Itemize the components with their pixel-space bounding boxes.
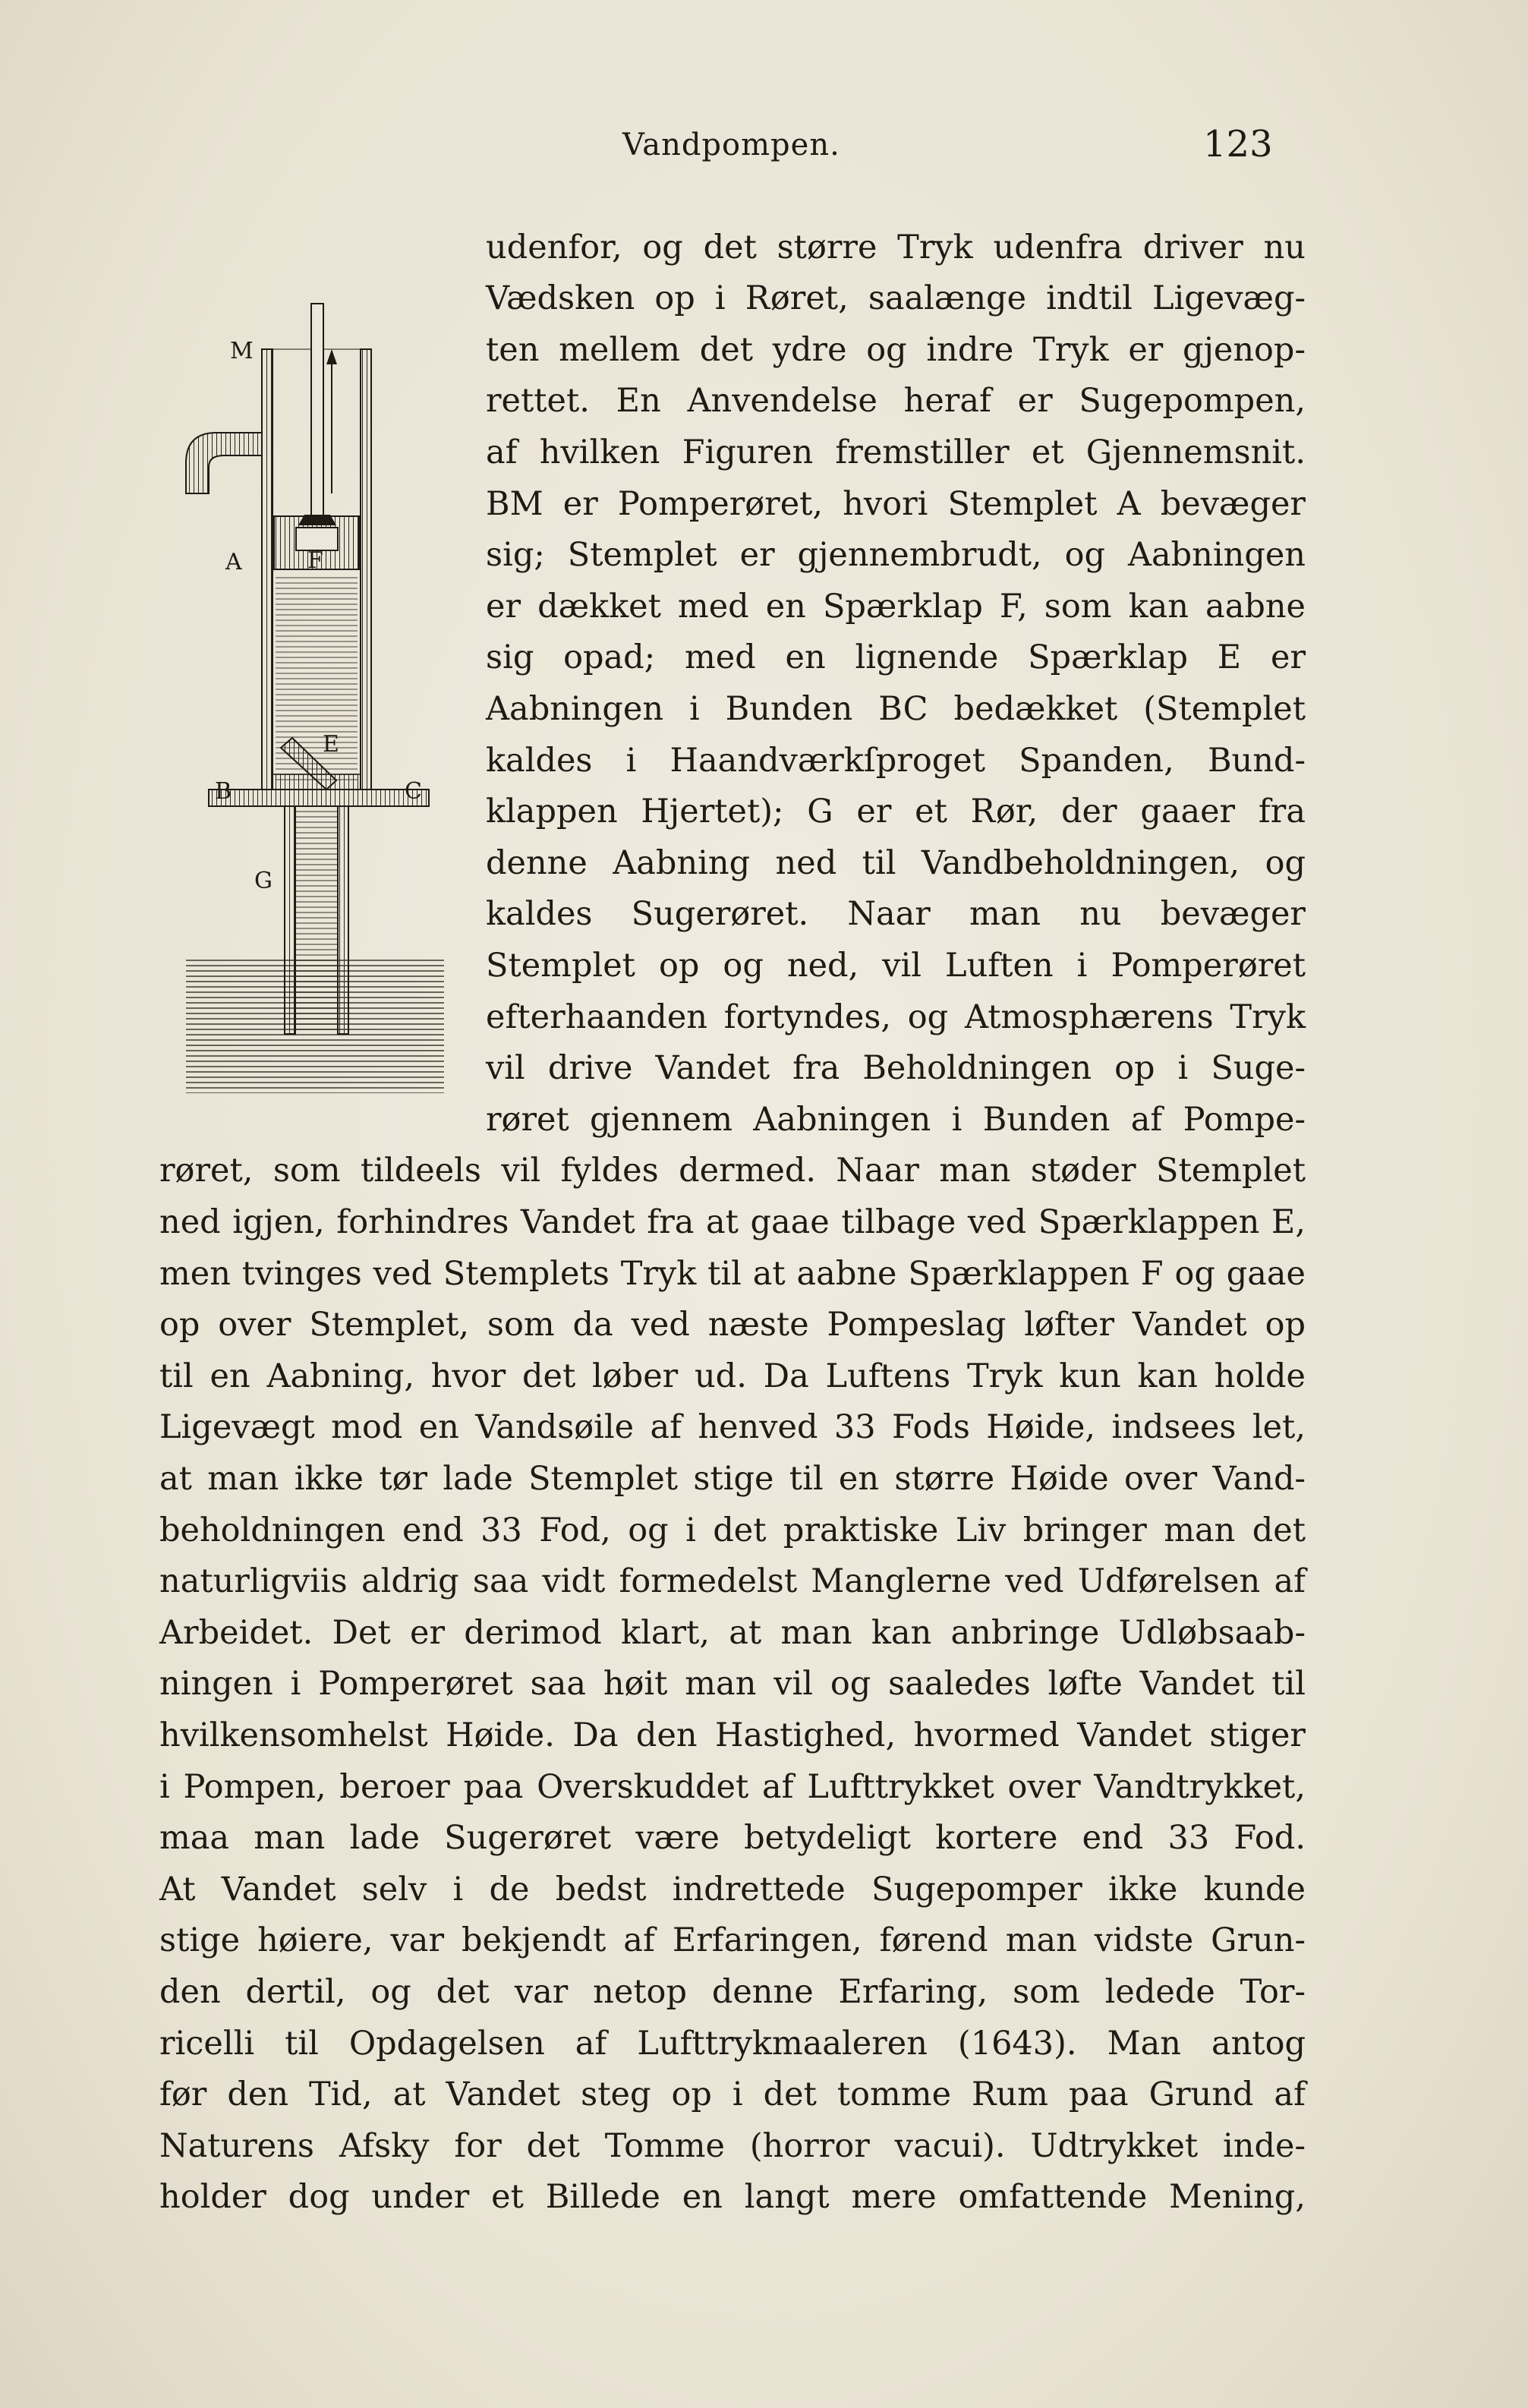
suction-pump-figure (171, 288, 459, 1101)
label-b: B (215, 778, 232, 805)
running-title: Vandpompen. (622, 128, 840, 162)
valve-f (298, 515, 336, 525)
text-line: Arbeidet. Det er derimod klart, at man kan anbringe Udløbsaab- (159, 1614, 1306, 1652)
text-line: Ligevægt mod en Vandsøile af henved 33 Fods Høide, indsees let, (159, 1408, 1306, 1446)
text-line: ricelli til Opdagelsen af Lufttrykmaaleren (1643). Man antog (159, 2025, 1306, 2063)
label-a: A (225, 549, 242, 575)
text-line: at man ikke tør lade Stemplet stige til en større Høide over Vand- (159, 1460, 1306, 1498)
text-line: til en Aabning, hvor det løber ud. Da Luftens Tryk kun kan holde (159, 1357, 1306, 1395)
label-f: F (307, 547, 323, 574)
text-line: holder dog under et Billede en langt mere omfattende Mening, (159, 2178, 1306, 2216)
text-line: kaldes Sugerøret. Naar man nu bevæger (486, 895, 1306, 933)
text-line: i Pompen, beroer paa Overskuddet af Lufttrykket over Vandtrykket, (159, 1768, 1306, 1806)
text-line: stige høiere, var bekjendt af Erfaringen, førend man vidste Grun- (159, 1921, 1306, 1959)
text-line: maa man lade Sugerøret være betydeligt kortere end 33 Fod. (159, 1819, 1306, 1857)
text-line: rettet. En Anvendelse heraf er Sugepompen, (486, 382, 1306, 420)
pump-barrel-left-wall (262, 349, 273, 790)
text-line: sig; Stemplet er gjennembrudt, og Aabningen (486, 536, 1306, 574)
label-e: E (323, 731, 339, 758)
text-line: ned igjen, forhindres Vandet fra at gaae tilbage ved Spærklappen E, (159, 1203, 1306, 1241)
page-number: 123 (1203, 123, 1273, 165)
suction-pipe-right-wall (338, 806, 348, 1034)
text-line: naturligviis aldrig saa vidt formedelst Manglerne ved Udførelsen af (159, 1562, 1306, 1600)
text-line: klappen Hjertet); G er et Rør, der gaaer fra (486, 793, 1306, 831)
pump-spout (186, 433, 262, 493)
text-line: Stemplet op og ned, vil Luften i Pomperøret (486, 947, 1306, 985)
text-line: af hvilken Figuren fremstiller et Gjennemsnit. (486, 433, 1306, 471)
text-line: beholdningen end 33 Fod, og i det praktiske Liv bringer man det (159, 1511, 1306, 1549)
text-line: Aabningen i Bunden BC bedækket (Stemplet (486, 690, 1306, 728)
text-line: røret, som tildeels vil fyldes dermed. Naar man støder Stemplet (159, 1152, 1306, 1190)
label-c: C (405, 778, 422, 805)
text-line: kaldes i Haandværkſproget Spanden, Bund- (486, 742, 1306, 780)
text-line: vil drive Vandet fra Beholdningen op i Suge- (486, 1049, 1306, 1087)
text-line: er dækket med en Spærklap F, som kan aabne (486, 588, 1306, 626)
suction-pipe-left-wall (285, 806, 295, 1034)
pump-cross-section-diagram (171, 288, 459, 1101)
text-line: ten mellem det ydre og indre Tryk er gjenop- (486, 331, 1306, 369)
text-line: hvilkensomhelst Høide. Da den Hastighed, hvormed Vandet stiger (159, 1716, 1306, 1754)
text-line: ningen i Pomperøret saa høit man vil og saaledes løfte Vandet til (159, 1665, 1306, 1703)
text-line: denne Aabning ned til Vandbeholdningen, og (486, 844, 1306, 882)
text-line: Naturens Afsky for det Tomme (horror vacui). Udtrykket inde- (159, 2127, 1306, 2165)
text-line: men tvinges ved Stemplets Tryk til at aabne Spærklappen F og gaae (159, 1255, 1306, 1293)
text-line: BM er Pomperøret, hvori Stemplet A bevæger (486, 485, 1306, 523)
text-line: sig opad; med en lignende Spærklap E er (486, 638, 1306, 676)
text-line: før den Tid, at Vandet steg op i det tomme Rum paa Grund af (159, 2075, 1306, 2113)
text-line: Vædsken op i Røret, saalænge indtil Ligevæg- (486, 279, 1306, 317)
text-line: den dertil, og det var netop denne Erfaring, som ledede Tor- (159, 1973, 1306, 2011)
label-m: M (230, 338, 254, 364)
piston-rod (311, 304, 323, 516)
bottom-plate-bc (209, 790, 429, 806)
pump-barrel-right-wall (361, 349, 371, 790)
text-line: efterhaanden fortyndes, og Atmosphærens Tryk (486, 998, 1306, 1036)
label-g: G (254, 868, 273, 894)
text-line: At Vandet selv i de bedst indrettede Sugepomper ikke kunde (159, 1871, 1306, 1908)
text-line: udenfor, og det større Tryk udenfra driver nu (486, 229, 1306, 266)
text-line: røret gjennem Aabningen i Bunden af Pompe- (486, 1101, 1306, 1139)
text-line: op over Stemplet, som da ved næste Pompeslag løfter Vandet op (159, 1306, 1306, 1344)
